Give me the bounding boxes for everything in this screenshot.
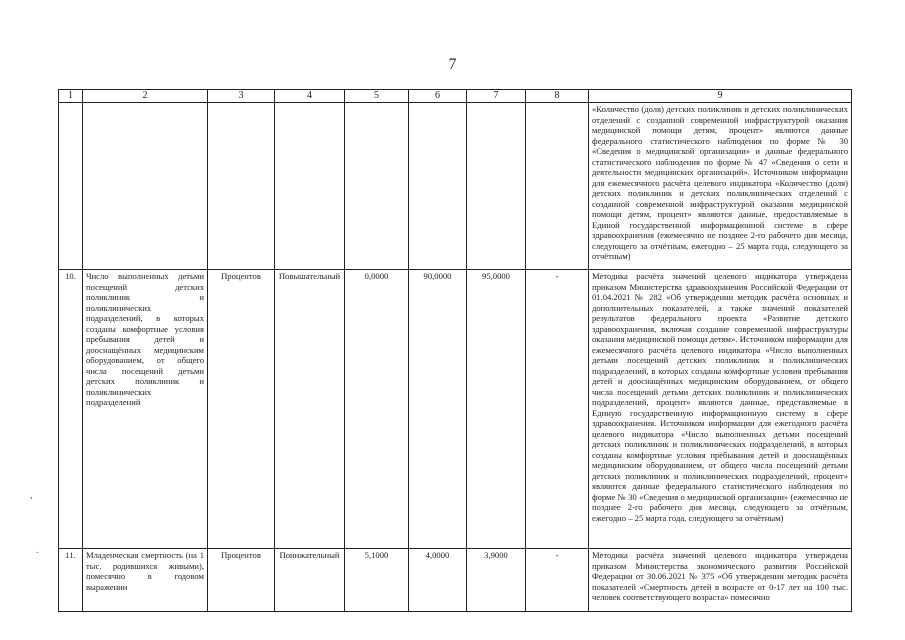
value-cell: [467, 103, 526, 270]
indicators-table: [58, 89, 852, 612]
value-cell: 95,0000: [467, 270, 526, 549]
row-number: 11.: [59, 549, 83, 612]
value-cell: 90,0000: [409, 270, 467, 549]
header-row: [59, 90, 852, 103]
table-row: [59, 549, 852, 612]
value-cell: [409, 103, 467, 270]
column-header: 3: [208, 90, 275, 103]
type-cell: Понижательный: [275, 549, 345, 612]
table-row: [59, 270, 852, 549]
indicator-name: [83, 103, 208, 270]
column-header: 5: [345, 90, 409, 103]
unit-cell: [208, 103, 275, 270]
method-cell: «Количество (доля) детских поликлиник и детских поликлинических отделений с созданной современной инфраструктурой оказания медицинской помощи детям, процент» являются данные федерального статистического наблюдения по форме № 30 «Сведения о медицинской организации» и данные федерального статистического наблюдения по форме № 47 «Сведения о сети и деятельности медицинских организаций». Источником информации для ежемесячного расчёта целевого индикатора «Количество (доля) детских поликлиник и детских поликлинических отделений с созданной современной инфраструктурой оказания медицинской помощи детям, процент» являются данные, предоставляемые в Единой государственной информационной системе в сфере здравоохранения (ежемесячно не позднее 2-го рабочего дня месяца, следующего за отчётным, ежегодно – 25 марта года, следующего за отчётным): [589, 103, 852, 270]
method-cell: Методика расчёта значений целевого индикатора утверждена приказом Министерства здравоохранения Российской Федерации от 01.04.2021 № 282 «Об утверждении методик расчёта основных и дополнительных показателей, а также значений показателей результатов федерального проекта «Развитие детского здравоохранения, включая создание современной инфраструктуры оказания медицинской помощи детям». Источником информации для ежемесячного расчёта целевого индикатора «Число выполненных детьми посещений детских поликлиник и поликлинических подразделений, в которых созданы комфортные условия пребывания детей и дооснащённых медицинским оборудованием, от общего числа посещений детьми детских поликлиник и поликлинических подразделений, процент» являются данные, представляемые в Единую государственную информационную систему в сфере здравоохранения. Источником информации для ежегодного расчёта целевого индикатора «Число выполненных детьми посещений детских поликлиник и поликлинических подразделений, в которых созданы комфортные условия пребывания детей и дооснащённых медицинским оборудованием, от общего числа посещений детьми детских поликлиник и поликлинических подразделений, процент» являются данные федерального статистического наблюдения по форме № 30 «Сведения о медицинской организации» (ежемесячно не позднее 2-го рабочего дня месяца, следующего за отчётным, ежегодно – 25 марта года, следующего за отчётным): [589, 270, 852, 549]
value-cell: 3,9000: [467, 549, 526, 612]
column-header: 6: [409, 90, 467, 103]
column-header: 9: [589, 90, 852, 103]
value-cell: -: [526, 270, 589, 549]
method-cell: Методика расчёта значений целевого индикатора утверждена приказом Министерства экономического развития Российской Федерации от 30.06.2021 № 375 «Об утверждении методик расчёта показателей «Смертность детей в возрасте от 0-17 лет на 100 тыс. человек соответствующего возраста» помесячно: [589, 549, 852, 612]
type-cell: Повышательный: [275, 270, 345, 549]
column-header: 8: [526, 90, 589, 103]
table-row: [59, 103, 852, 270]
page-bottom-edge: [0, 628, 905, 640]
column-header: 7: [467, 90, 526, 103]
unit-cell: Процентов: [208, 549, 275, 612]
indicator-name: Число выполненных детьми посещений детских поликлиник и поликлинических подразделений, в которых созданы комфортные условия пребывания детей и дооснащённых медицинским оборудованием, от общего числа посещений детьми детских поликлиник и поликлинических подразделений: [83, 270, 208, 549]
scan-mark: ,: [30, 490, 33, 501]
page-number: 7: [448, 56, 457, 73]
column-header: 4: [275, 90, 345, 103]
row-number: [59, 103, 83, 270]
value-cell: [526, 103, 589, 270]
value-cell: [345, 103, 409, 270]
column-header: 2: [83, 90, 208, 103]
value-cell: 0,0000: [345, 270, 409, 549]
value-cell: 4,0000: [409, 549, 467, 612]
type-cell: [275, 103, 345, 270]
scan-mark: .: [36, 545, 39, 556]
column-header: 1: [59, 90, 83, 103]
unit-cell: Процентов: [208, 270, 275, 549]
row-number: 10.: [59, 270, 83, 549]
value-cell: -: [526, 549, 589, 612]
value-cell: 5,1000: [345, 549, 409, 612]
indicator-name: Младенческая смертность (на 1 тыс. родившихся живыми), помесячно в годовом выражении: [83, 549, 208, 612]
